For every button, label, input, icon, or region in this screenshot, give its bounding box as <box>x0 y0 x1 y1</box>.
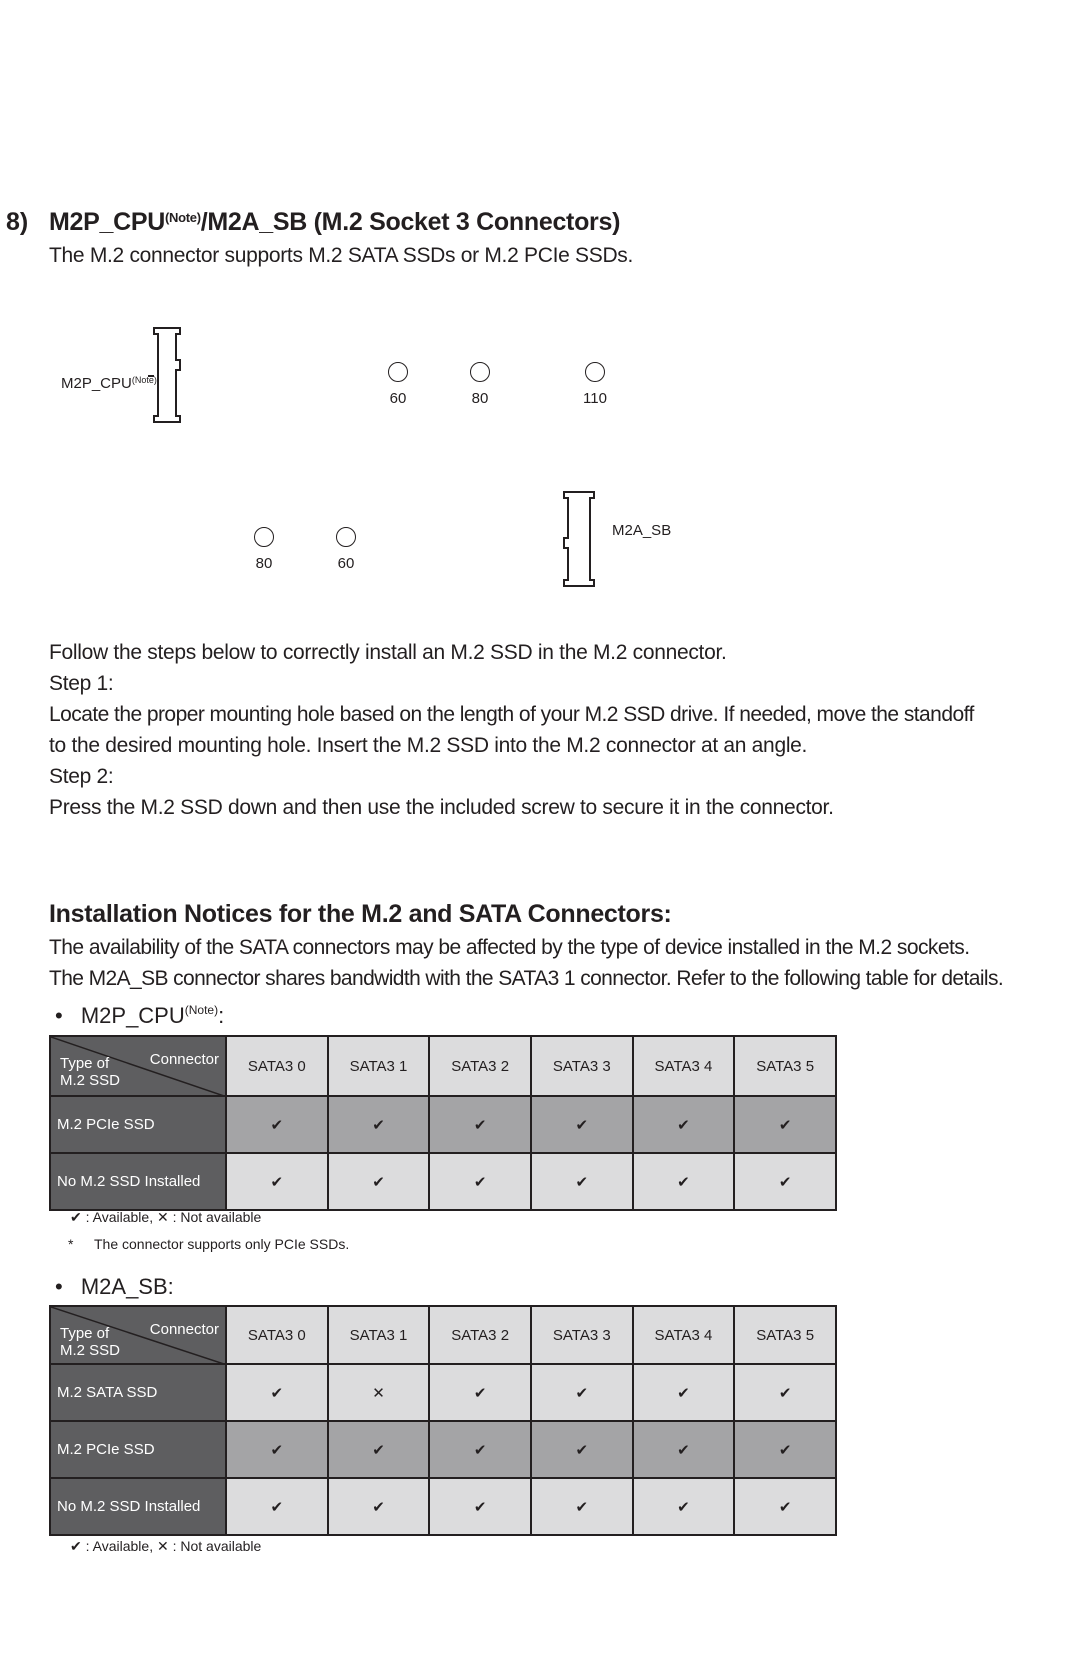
availability-cell: ✔ <box>734 1096 836 1153</box>
m2a-connector-label: M2A_SB <box>612 522 672 539</box>
m2p-connector-label <box>61 375 157 392</box>
availability-cell: ✔ <box>429 1153 531 1210</box>
table1-legend: ✔ : Available, ✕ : Not available <box>70 1209 262 1225</box>
availability-cell: ✔ <box>734 1421 836 1478</box>
availability-cell: ✔ <box>734 1153 836 1210</box>
section-number: 8) <box>6 208 29 236</box>
col-header: SATA3 4 <box>633 1306 735 1364</box>
bullet: • <box>55 1274 63 1299</box>
table1-title-suffix: : <box>218 1003 225 1028</box>
availability-cell: ✔ <box>429 1096 531 1153</box>
availability-cell: ✔ <box>633 1364 735 1421</box>
availability-cell: ✔ <box>429 1421 531 1478</box>
step2-label: Step 2: <box>49 765 114 788</box>
mount-hole-icon <box>388 362 408 382</box>
mount-hole-icon <box>254 527 274 547</box>
table2-title <box>55 1274 174 1300</box>
availability-cell: ✔ <box>429 1364 531 1421</box>
table1 <box>49 1035 837 1211</box>
bullet: • <box>55 1003 63 1028</box>
step2-text: Press the M.2 SSD down and then use the included screw to secure it in the connector. <box>49 796 834 819</box>
table-row <box>50 1421 836 1478</box>
availability-cell: ✔ <box>226 1364 328 1421</box>
notices-line1: The availability of the SATA connectors may be affected by the type of device installed in the M.2 sockets. <box>49 936 970 959</box>
row-header: M.2 PCIe SSD <box>50 1421 226 1478</box>
table-row <box>50 1478 836 1535</box>
col-header: SATA3 0 <box>226 1306 328 1364</box>
availability-cell: ✔ <box>226 1153 328 1210</box>
availability-cell: ✔ <box>328 1153 430 1210</box>
section-title <box>49 208 620 237</box>
notices-heading: Installation Notices for the M.2 and SATA Connectors: <box>49 900 672 928</box>
availability-cell: ✔ <box>531 1096 633 1153</box>
table2-legend: ✔ : Available, ✕ : Not available <box>70 1538 262 1554</box>
m2a-connector-icon <box>562 490 602 588</box>
availability-cell: ✔ <box>633 1421 735 1478</box>
m2p-label-note: (Note) <box>131 375 157 385</box>
table1-corner <box>50 1036 226 1096</box>
availability-cell: ✔ <box>531 1421 633 1478</box>
hole-label-110-top: 110 <box>583 390 607 407</box>
availability-cell: ✔ <box>531 1364 633 1421</box>
section-intro: The M.2 connector supports M.2 SATA SSDs or M.2 PCIe SSDs. <box>49 244 634 267</box>
corner-connector-label: Connector <box>149 1321 219 1338</box>
availability-cell: ✔ <box>328 1421 430 1478</box>
availability-cell: ✔ <box>328 1478 430 1535</box>
availability-cell: ✔ <box>734 1478 836 1535</box>
table1-title-note: (Note) <box>184 1003 219 1017</box>
col-header: SATA3 3 <box>531 1306 633 1364</box>
corner-type-label: Type of M.2 SSD <box>60 1055 121 1089</box>
col-header: SATA3 2 <box>429 1306 531 1364</box>
table2 <box>49 1305 837 1536</box>
col-header: SATA3 4 <box>633 1036 735 1096</box>
row-header: No M.2 SSD Installed <box>50 1478 226 1535</box>
table-row <box>50 1153 836 1210</box>
table1-footnote: The connector supports only PCIe SSDs. <box>94 1236 350 1252</box>
col-header: SATA3 5 <box>734 1036 836 1096</box>
availability-cell: ✔ <box>531 1478 633 1535</box>
availability-cell: ✔ <box>734 1364 836 1421</box>
corner-type-label: Type of M.2 SSD <box>60 1325 121 1359</box>
col-header: SATA3 1 <box>328 1306 430 1364</box>
table1-title <box>55 1003 224 1029</box>
availability-cell: ✔ <box>226 1478 328 1535</box>
table-row <box>50 1364 836 1421</box>
availability-cell: ✕ <box>328 1364 430 1421</box>
col-header: SATA3 3 <box>531 1036 633 1096</box>
availability-cell: ✔ <box>633 1153 735 1210</box>
col-header: SATA3 0 <box>226 1036 328 1096</box>
row-header: No M.2 SSD Installed <box>50 1153 226 1210</box>
availability-cell: ✔ <box>429 1478 531 1535</box>
step1-label: Step 1: <box>49 672 114 695</box>
table-row <box>50 1096 836 1153</box>
row-header: M.2 SATA SSD <box>50 1364 226 1421</box>
availability-cell: ✔ <box>226 1096 328 1153</box>
availability-cell: ✔ <box>328 1096 430 1153</box>
col-header: SATA3 2 <box>429 1036 531 1096</box>
footnote-mark: * <box>68 1236 74 1252</box>
table2-corner <box>50 1306 226 1364</box>
table1-title-text: M2P_CPU <box>80 1003 185 1028</box>
col-header: SATA3 5 <box>734 1306 836 1364</box>
row-header: M.2 PCIe SSD <box>50 1096 226 1153</box>
availability-cell: ✔ <box>633 1478 735 1535</box>
step1-line1: Locate the proper mounting hole based on the length of your M.2 SSD drive. If needed, move the standoff <box>49 703 974 726</box>
m2p-connector-icon <box>148 326 188 424</box>
mount-hole-icon <box>585 362 605 382</box>
hole-label-60-bottom: 60 <box>337 555 355 572</box>
corner-connector-label: Connector <box>149 1051 219 1068</box>
table2-title-text: M2A_SB: <box>80 1274 174 1299</box>
title-note: (Note) <box>165 210 201 225</box>
m2p-label-text: M2P_CPU <box>61 375 132 392</box>
hole-label-60-top: 60 <box>389 390 407 407</box>
title-m2p: M2P_CPU <box>49 208 165 236</box>
hole-label-80-top: 80 <box>471 390 489 407</box>
steps-intro: Follow the steps below to correctly install an M.2 SSD in the M.2 connector. <box>49 641 727 664</box>
availability-cell: ✔ <box>531 1153 633 1210</box>
title-rest: /M2A_SB (M.2 Socket 3 Connectors) <box>200 208 621 236</box>
hole-label-80-bottom: 80 <box>255 555 273 572</box>
step1-line2: to the desired mounting hole. Insert the M.2 SSD into the M.2 connector at an angle. <box>49 734 808 757</box>
mount-hole-icon <box>470 362 490 382</box>
availability-cell: ✔ <box>633 1096 735 1153</box>
availability-cell: ✔ <box>226 1421 328 1478</box>
notices-line2: The M2A_SB connector shares bandwidth with the SATA3 1 connector. Refer to the following table for details. <box>49 967 1004 990</box>
col-header: SATA3 1 <box>328 1036 430 1096</box>
mount-hole-icon <box>336 527 356 547</box>
